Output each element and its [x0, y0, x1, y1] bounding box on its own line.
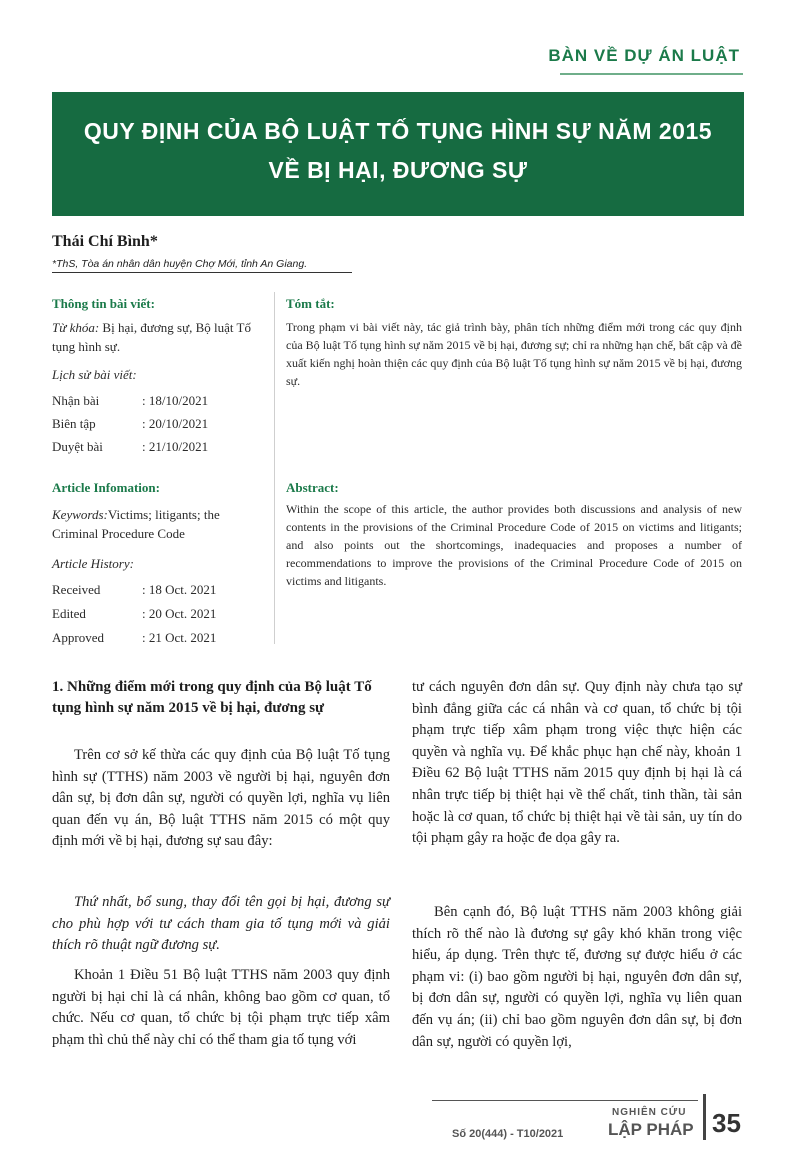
en-keywords-value: Victims; litigants; the Criminal Procedure Code — [52, 507, 220, 541]
en-history-row — [52, 628, 216, 647]
author-name: Thái Chí Bình* — [52, 233, 158, 250]
vn-history-row-label: Duyệt bài — [52, 439, 103, 454]
affiliation-underline — [52, 272, 352, 273]
journal-name-top: NGHIÊN CỨU — [612, 1107, 687, 1118]
article-title-line-2: VỀ BỊ HẠI, ĐƯƠNG SỰ — [268, 157, 528, 183]
vn-abstract-heading: Tóm tắt: — [286, 296, 335, 311]
page-number: 35 — [712, 1108, 741, 1138]
en-keywords — [52, 505, 264, 543]
vn-history-row-value: : 18/10/2021 — [142, 393, 209, 408]
vn-history-row-label: Nhận bài — [52, 393, 100, 408]
body-paragraph: Khoản 1 Điều 51 Bộ luật TTHS năm 2003 quy định người bị hại chỉ là cá nhân, không bao gồm cơ quan, tổ chức. Nếu cơ quan, tổ chức bị tội phạm trực tiếp xâm phạm thì chủ thể này chỉ có thể tham gia tố tụng với — [52, 967, 390, 1048]
en-history-row-value: : 21 Oct. 2021 — [142, 630, 217, 645]
en-history-row-label: Approved — [52, 630, 104, 645]
vn-abstract-text: Trong phạm vi bài viết này, tác giả trình bày, phân tích những điểm mới trong các quy định của Bộ luật Tố tụng hình sự năm 2015 về bị hại, đương sự; chỉ ra những hạn chế, bất cập và đề xuất kiến nghị hoàn thiện các quy định của Bộ luật Tố tụng hình sự năm 2015 về bị hại, đương sự. — [286, 320, 742, 388]
title-banner — [52, 92, 744, 216]
vn-info-heading: Thông tin bài viết: — [52, 296, 155, 311]
en-abstract-heading: Abstract: — [286, 480, 339, 495]
author-affiliation: *ThS, Tòa án nhân dân huyện Chợ Mới, tỉnh An Giang. — [52, 258, 308, 270]
en-history-row-label: Received — [52, 582, 101, 597]
en-history-label: Article History: — [52, 556, 134, 571]
vn-history-row-value: : 21/10/2021 — [142, 439, 209, 454]
en-keywords-label: Keywords: — [52, 507, 108, 522]
en-history-row-value: : 18 Oct. 2021 — [142, 582, 217, 597]
en-history-row-value: : 20 Oct. 2021 — [142, 606, 217, 621]
vn-keywords-value: Bị hại, đương sự, Bộ luật Tố tụng hình sự. — [52, 320, 251, 354]
section-heading: 1. Những điểm mới trong quy định của Bộ luật Tố tụng hình sự năm 2015 về bị hại, đương sự — [52, 679, 372, 716]
en-history-row — [52, 580, 216, 599]
body-paragraph: Bên cạnh đó, Bộ luật TTHS năm 2003 không giải thích rõ thế nào là đương sự gây khó khăn trong việc hiểu, áp dụng. Trên thực tế, đương sự được hiểu ở các phạm vi: (i) bao gồm người bị hại, nguyên đơn dân sự, bị đơn dân sự, người có quyền lợi, nghĩa vụ liên quan đến vụ án; (ii) chỉ bao gồm nguyên đơn dân sự, bị đơn dân sự, người có quyền lợi, — [412, 904, 742, 1050]
journal-name-bottom: LẬP PHÁP — [608, 1120, 694, 1139]
en-history-row-label: Edited — [52, 606, 86, 621]
column-divider — [274, 292, 275, 644]
issue-number: Số 20(444) - T10/2021 — [452, 1128, 564, 1140]
section-label: BÀN VỀ DỰ ÁN LUẬT — [548, 46, 740, 65]
body-paragraph: tư cách nguyên đơn dân sự. Quy định này chưa tạo sự bình đẳng giữa các cá nhân và cơ quan, tổ chức bị tội phạm trực tiếp xâm phạm trong việc thực hiện các quyền và nghĩa vụ. Để khắc phục hạn chế này, khoản 1 Điều 62 Bộ luật TTHS năm 2015 quy định bị hại là cá nhân trực tiếp bị thiệt hại về thể chất, tinh thần, tài sản hoặc là cơ quan, tổ chức bị thiệt hại về tài sản, uy tín do tội phạm gây ra hoặc đe dọa gây ra. — [412, 679, 742, 847]
en-history-row — [52, 604, 216, 623]
vn-history-row-value: : 20/10/2021 — [142, 416, 209, 431]
section-rule — [560, 73, 743, 75]
article-title-line-1: QUY ĐỊNH CỦA BỘ LUẬT TỐ TỤNG HÌNH SỰ NĂM 2015 — [83, 118, 713, 144]
vn-history-label: Lịch sử bài viết: — [52, 367, 137, 382]
vn-history-row — [52, 391, 208, 410]
body-paragraph: Trên cơ sở kế thừa các quy định của Bộ luật Tố tụng hình sự (TTHS) năm 2003 về người bị hại, nguyên đơn dân sự, bị đơn dân sự, người có quyền lợi, nghĩa vụ liên quan đến vụ án, Bộ luật TTHS năm 2015 có một quy định mới về bị hại, đương sự sau đây: — [52, 747, 390, 850]
footer-rule — [432, 1100, 698, 1101]
footer-divider — [703, 1094, 706, 1140]
en-abstract-text: Within the scope of this article, the author provides both discussions and analysis of new contents in the provisions of the Criminal Procedure Code of 2015 on victims and litigants; and also points out the shortcomings, inadequacies and proposes a number of recommendations to improve the provisions of the Criminal Procedure Code of 2015 on victims and litigants. — [286, 502, 742, 588]
body-paragraph-italic: Thứ nhất, bổ sung, thay đổi tên gọi bị hại, đương sự cho phù hợp với tư cách tham gia tố tụng mới và giải thích rõ thuật ngữ đương sự. — [52, 894, 390, 954]
vn-history-row — [52, 437, 208, 456]
vn-keywords — [52, 318, 262, 356]
vn-keywords-label: Từ khóa: — [52, 320, 100, 335]
vn-history-row — [52, 414, 208, 433]
vn-history-row-label: Biên tập — [52, 416, 96, 431]
en-info-heading: Article Infomation: — [52, 480, 160, 495]
